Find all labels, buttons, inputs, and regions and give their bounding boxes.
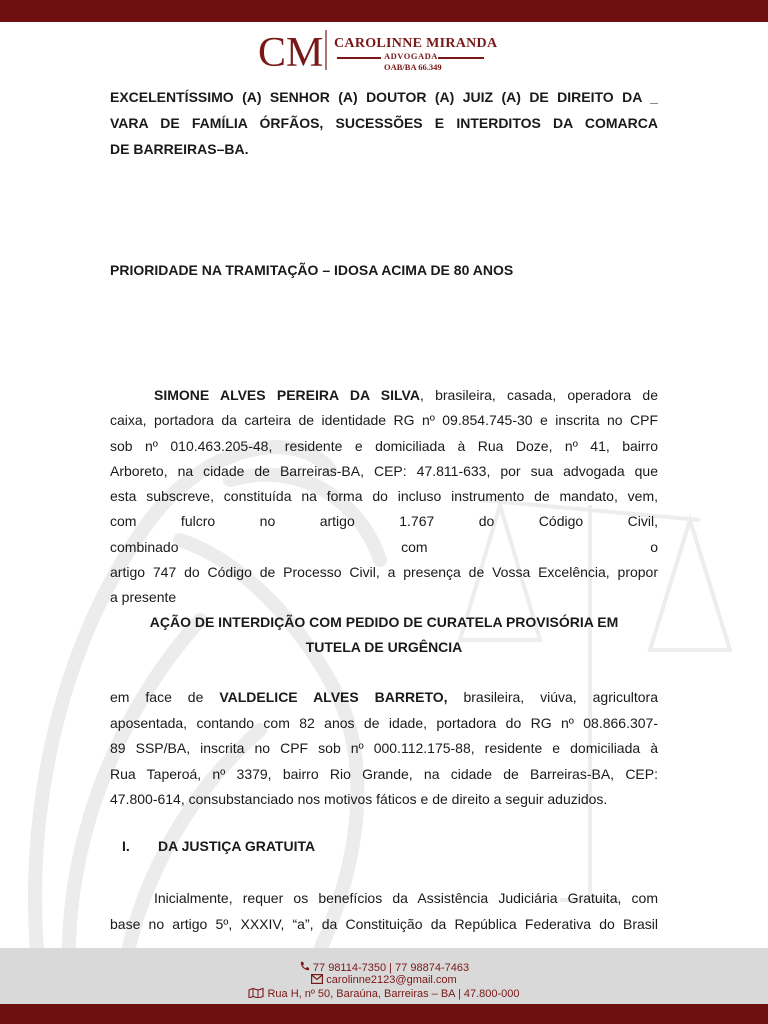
- paragraph-line: Inicialmente, requer os benefícios da Assistência Judiciária Gratuita, com: [154, 890, 658, 906]
- monogram-text: CM: [258, 30, 324, 72]
- paragraph-line: base no artigo 5º, XXXIV, “a”, da Constituição da República Federativa do Brasil: [110, 915, 658, 932]
- addressee-line: DE BARREIRAS–BA.: [110, 141, 249, 157]
- firm-name: CAROLINNE MIRANDA: [334, 36, 498, 51]
- section-paragraph: [110, 886, 658, 937]
- firm-oab: OAB/BA 66.349: [384, 62, 442, 72]
- defendant-paragraph: [110, 685, 658, 813]
- plaintiff-paragraph: [110, 383, 658, 611]
- logo-rule-left: [337, 57, 381, 59]
- paragraph-line: a presente: [110, 589, 177, 606]
- paragraph-line: aposentada, contando com 82 anos de idade, portadora do RG nº 08.866.307-: [110, 714, 658, 731]
- paragraph-line: com fulcro no artigo 1.767 do Código Civil, combinado com o: [110, 513, 658, 555]
- monogram-logo: [258, 28, 328, 72]
- header-bar: [0, 0, 768, 22]
- addressee-block: [110, 84, 658, 162]
- paragraph-line: artigo 747 do Código de Processo Civil, a presença de Vossa Excelência, propor: [110, 564, 658, 581]
- paragraph-line: em face de VALDELICE ALVES BARRETO, brasileira, viúva, agricultora: [110, 689, 659, 705]
- paragraph-line: Arboreto, na cidade de Barreiras-BA, CEP: 47.811-633, por sua advogada que: [110, 462, 658, 479]
- footer-phone: 77 98114-7350 | 77 98874-7463: [0, 961, 768, 974]
- priority-notice: PRIORIDADE NA TRAMITAÇÃO – IDOSA ACIMA DE 80 ANOS: [110, 262, 514, 278]
- envelope-icon: [311, 974, 323, 984]
- plaintiff-name: SIMONE ALVES PEREIRA DA SILVA: [154, 387, 420, 403]
- paragraph-line: SIMONE ALVES PEREIRA DA SILVA, brasileira, casada, operadora de: [154, 387, 659, 403]
- paragraph-line: 47.800-614, consubstanciado nos motivos fáticos e de direito a seguir aduzidos.: [110, 791, 608, 807]
- map-icon: [248, 987, 264, 998]
- action-title: [110, 610, 658, 660]
- section-title: DA JUSTIÇA GRATUITA: [158, 838, 316, 854]
- paragraph-line: sob nº 010.463.205-48, residente e domiciliada à Rua Doze, nº 41, bairro: [110, 437, 658, 454]
- section-number: I.: [122, 838, 130, 854]
- defendant-name: VALDELICE ALVES BARRETO,: [219, 689, 448, 705]
- paragraph-line: caixa, portadora da carteira de identidade RG nº 09.854.745-30 e inscrita no CPF: [110, 412, 658, 429]
- action-title-line: AÇÃO DE INTERDIÇÃO COM PEDIDO DE CURATELA PROVISÓRIA EM: [149, 614, 619, 630]
- paragraph-line: Rua Taperoá, nº 3379, bairro Rio Grande, na cidade de Barreiras-BA, CEP:: [110, 765, 658, 782]
- firm-role: ADVOGADA: [384, 51, 438, 61]
- footer-bar: [0, 1004, 768, 1024]
- action-title-line: TUTELA DE URGÊNCIA: [305, 639, 463, 655]
- paragraph-line: esta subscreve, constituída na forma do incluso instrumento de mandato, vem,: [110, 488, 658, 505]
- phone-icon: [299, 961, 310, 972]
- paragraph-line: 89 SSP/BA, inscrita no CPF sob nº 000.112.175-88, residente e domiciliada à: [110, 740, 658, 756]
- logo-rule-right: [438, 57, 484, 59]
- footer-address: Rua H, nº 50, Baraúna, Barreiras – BA | 47.800-000: [0, 987, 768, 1000]
- section-heading: [122, 838, 315, 854]
- addressee-line: VARA DE FAMÍLIA ÓRFÃOS, SUCESSÕES E INTERDITOS DA COMARCA: [110, 115, 658, 131]
- footer-email: carolinne2123@gmail.com: [0, 974, 768, 986]
- addressee-line: EXCELENTÍSSIMO (A) SENHOR (A) DOUTOR (A) JUIZ (A) DE DIREITO DA _: [110, 89, 658, 105]
